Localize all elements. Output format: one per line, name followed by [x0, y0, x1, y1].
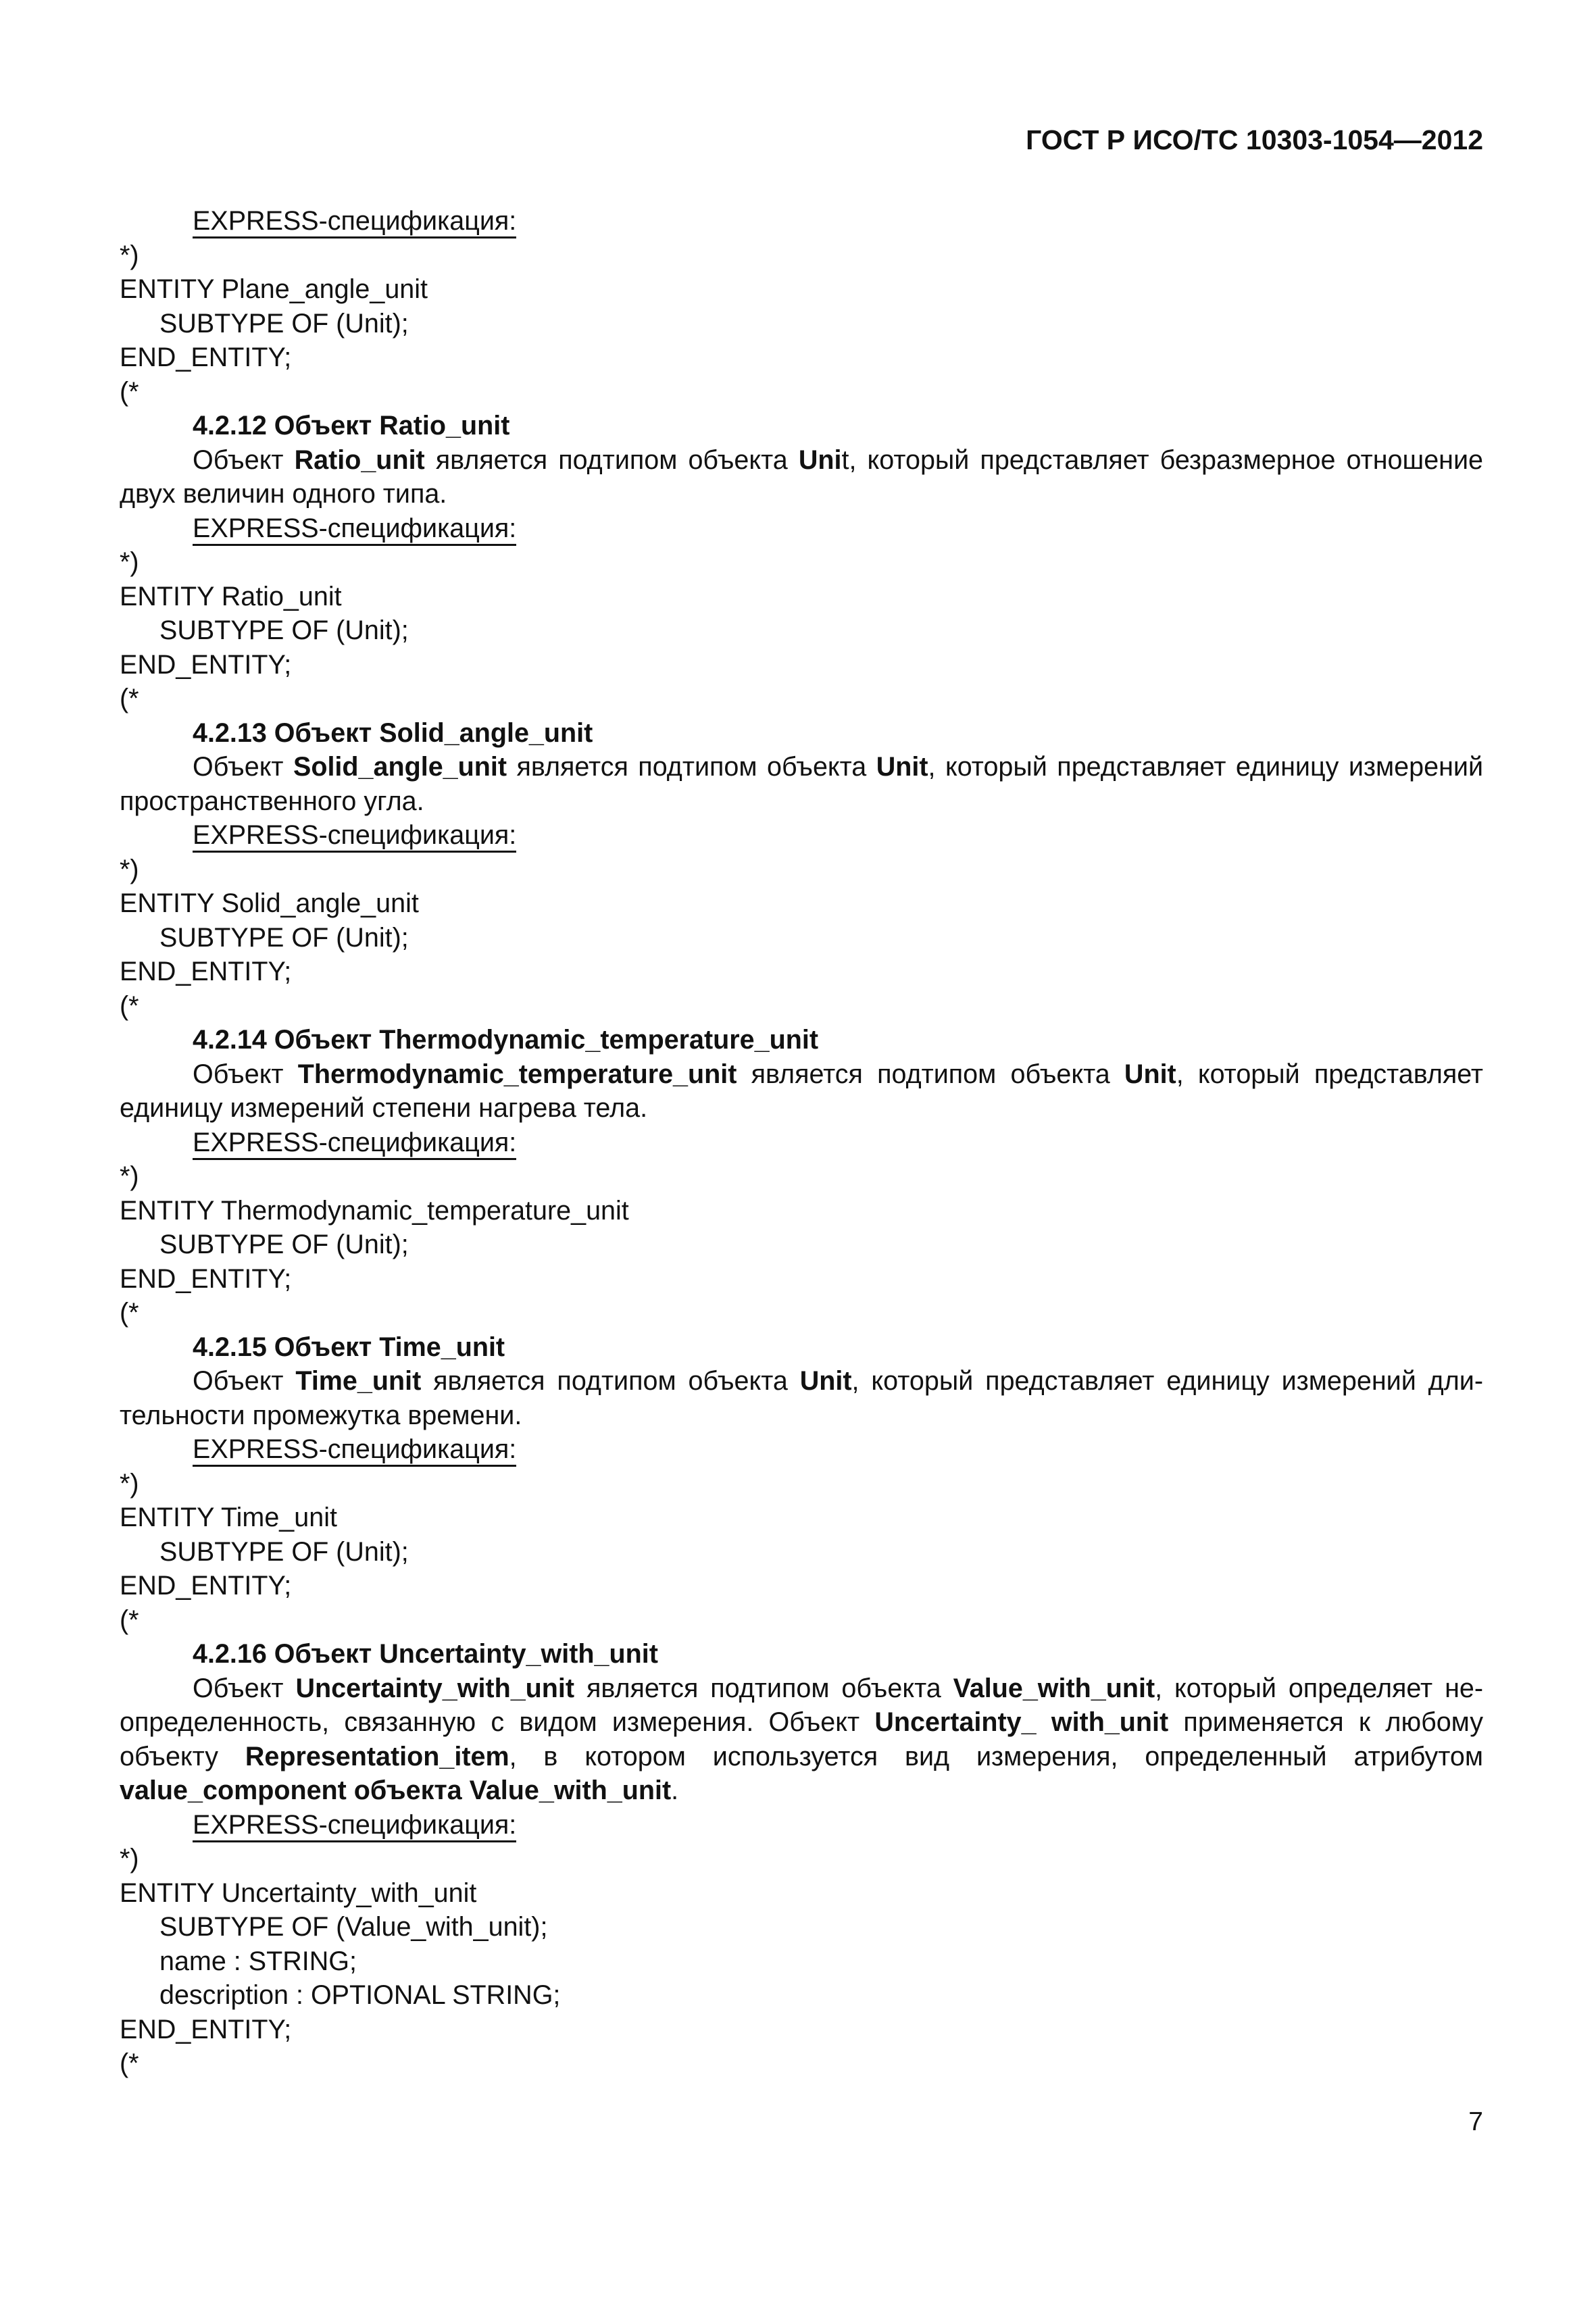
subtype-declaration: SUBTYPE OF (Unit);	[159, 1230, 409, 1259]
comment-open: (*	[120, 990, 139, 1021]
section-description-ratio-unit: Объект Ratio_unit является подтипом объекта Unit, который представляет безразмерное отношение двух величин одного типа.	[120, 445, 1484, 509]
section-description-uncertainty-line-3: объекту Representation_item, в котором используется вид измерения, определенный атрибутом	[120, 1741, 1483, 1771]
express-spec-label: EXPRESS-спецификация:	[120, 1432, 1483, 1467]
section-description-solid-angle-unit: Объект Solid_angle_unit является подтипом объекта Unit, который представляет единицу измерений пространственного угла.	[120, 752, 1484, 816]
comment-open: (*	[120, 684, 139, 713]
end-entity: END_ENTITY;	[120, 343, 292, 372]
section-heading-time-unit: 4.2.15 Объект Time_unit	[193, 1332, 505, 1362]
section-description-time-unit-line-2: тельности промежутка времени.	[120, 1400, 522, 1430]
entity-declaration: ENTITY Thermodynamic_temperature_unit	[120, 1195, 629, 1226]
comment-close: *)	[120, 854, 139, 884]
section-description-thermodynamic-temperature-unit: Объект Thermodynamic_temperature_unit является подтипом объекта Unit, который представляет единицу измерений степени нагрева тела.	[120, 1059, 1484, 1123]
express-spec-label: EXPRESS-спецификация:	[120, 1126, 1483, 1160]
end-entity: END_ENTITY;	[120, 957, 292, 986]
attribute-name: name : STRING;	[159, 1946, 357, 1976]
entity-declaration: ENTITY Plane_angle_unit	[120, 274, 428, 304]
entity-declaration: ENTITY Solid_angle_unit	[120, 888, 419, 918]
express-spec-label: EXPRESS-спецификация:	[120, 511, 1483, 546]
comment-close: *)	[120, 547, 139, 577]
subtype-declaration: SUBTYPE OF (Unit);	[159, 1536, 409, 1567]
comment-close: *)	[120, 1468, 139, 1499]
attribute-description: description : OPTIONAL STRING;	[159, 1980, 561, 2010]
document-body	[120, 204, 1483, 2081]
section-heading-solid-angle-unit: 4.2.13 Объект Solid_angle_unit	[193, 718, 593, 748]
document-header: ГОСТ Р ИСО/ТС 10303-1054—2012	[1026, 124, 1483, 155]
comment-open: (*	[120, 376, 139, 407]
entity-declaration: ENTITY Uncertainty_with_unit	[120, 1878, 477, 1908]
section-heading-uncertainty-with-unit: 4.2.16 Объект Uncertainty_with_unit	[193, 1639, 658, 1669]
comment-close: *)	[120, 1844, 139, 1873]
entity-declaration: ENTITY Ratio_unit	[120, 581, 342, 611]
page-number: 7	[1468, 2107, 1483, 2136]
comment-open: (*	[120, 1605, 139, 1635]
subtype-declaration: SUBTYPE OF (Unit);	[159, 615, 409, 645]
subtype-declaration: SUBTYPE OF (Unit);	[159, 308, 409, 338]
section-description-uncertainty-line-4: value_component объекта Value_with_unit.	[120, 1776, 679, 1805]
comment-close: *)	[120, 240, 139, 270]
section-description-uncertainty-line-2: определенность, связанную с видом измерения. Объект Uncertainty_ with_unit применяется к любому	[120, 1707, 1484, 1737]
entity-declaration: ENTITY Time_unit	[120, 1503, 337, 1532]
section-heading-thermodynamic-temperature-unit: 4.2.14 Объект Thermodynamic_temperature_unit	[193, 1025, 818, 1055]
end-entity: END_ENTITY;	[120, 1571, 292, 1601]
end-entity: END_ENTITY;	[120, 649, 292, 680]
express-spec-label: EXPRESS-спецификация:	[120, 1808, 1483, 1842]
comment-close: *)	[120, 1161, 139, 1191]
comment-open: (*	[120, 1298, 139, 1328]
express-spec-label: EXPRESS-спецификация:	[120, 818, 1483, 853]
section-description-uncertainty-line-1: Объект Uncertainty_with_unit является подтипом объекта Value_with_unit, который определяет не-	[193, 1673, 1484, 1703]
comment-open: (*	[120, 2048, 139, 2078]
subtype-declaration: SUBTYPE OF (Unit);	[159, 922, 409, 953]
express-spec-label: EXPRESS-спецификация:	[120, 204, 1483, 238]
end-entity: END_ENTITY;	[120, 1263, 292, 1294]
end-entity: END_ENTITY;	[120, 2014, 292, 2044]
section-heading-ratio-unit: 4.2.12 Объект Ratio_unit	[193, 411, 510, 441]
section-description-time-unit-line-1: Объект Time_unit является подтипом объекта Unit, который представляет единицу измерений дли-	[193, 1366, 1483, 1396]
subtype-declaration: SUBTYPE OF (Value_with_unit);	[159, 1912, 548, 1942]
